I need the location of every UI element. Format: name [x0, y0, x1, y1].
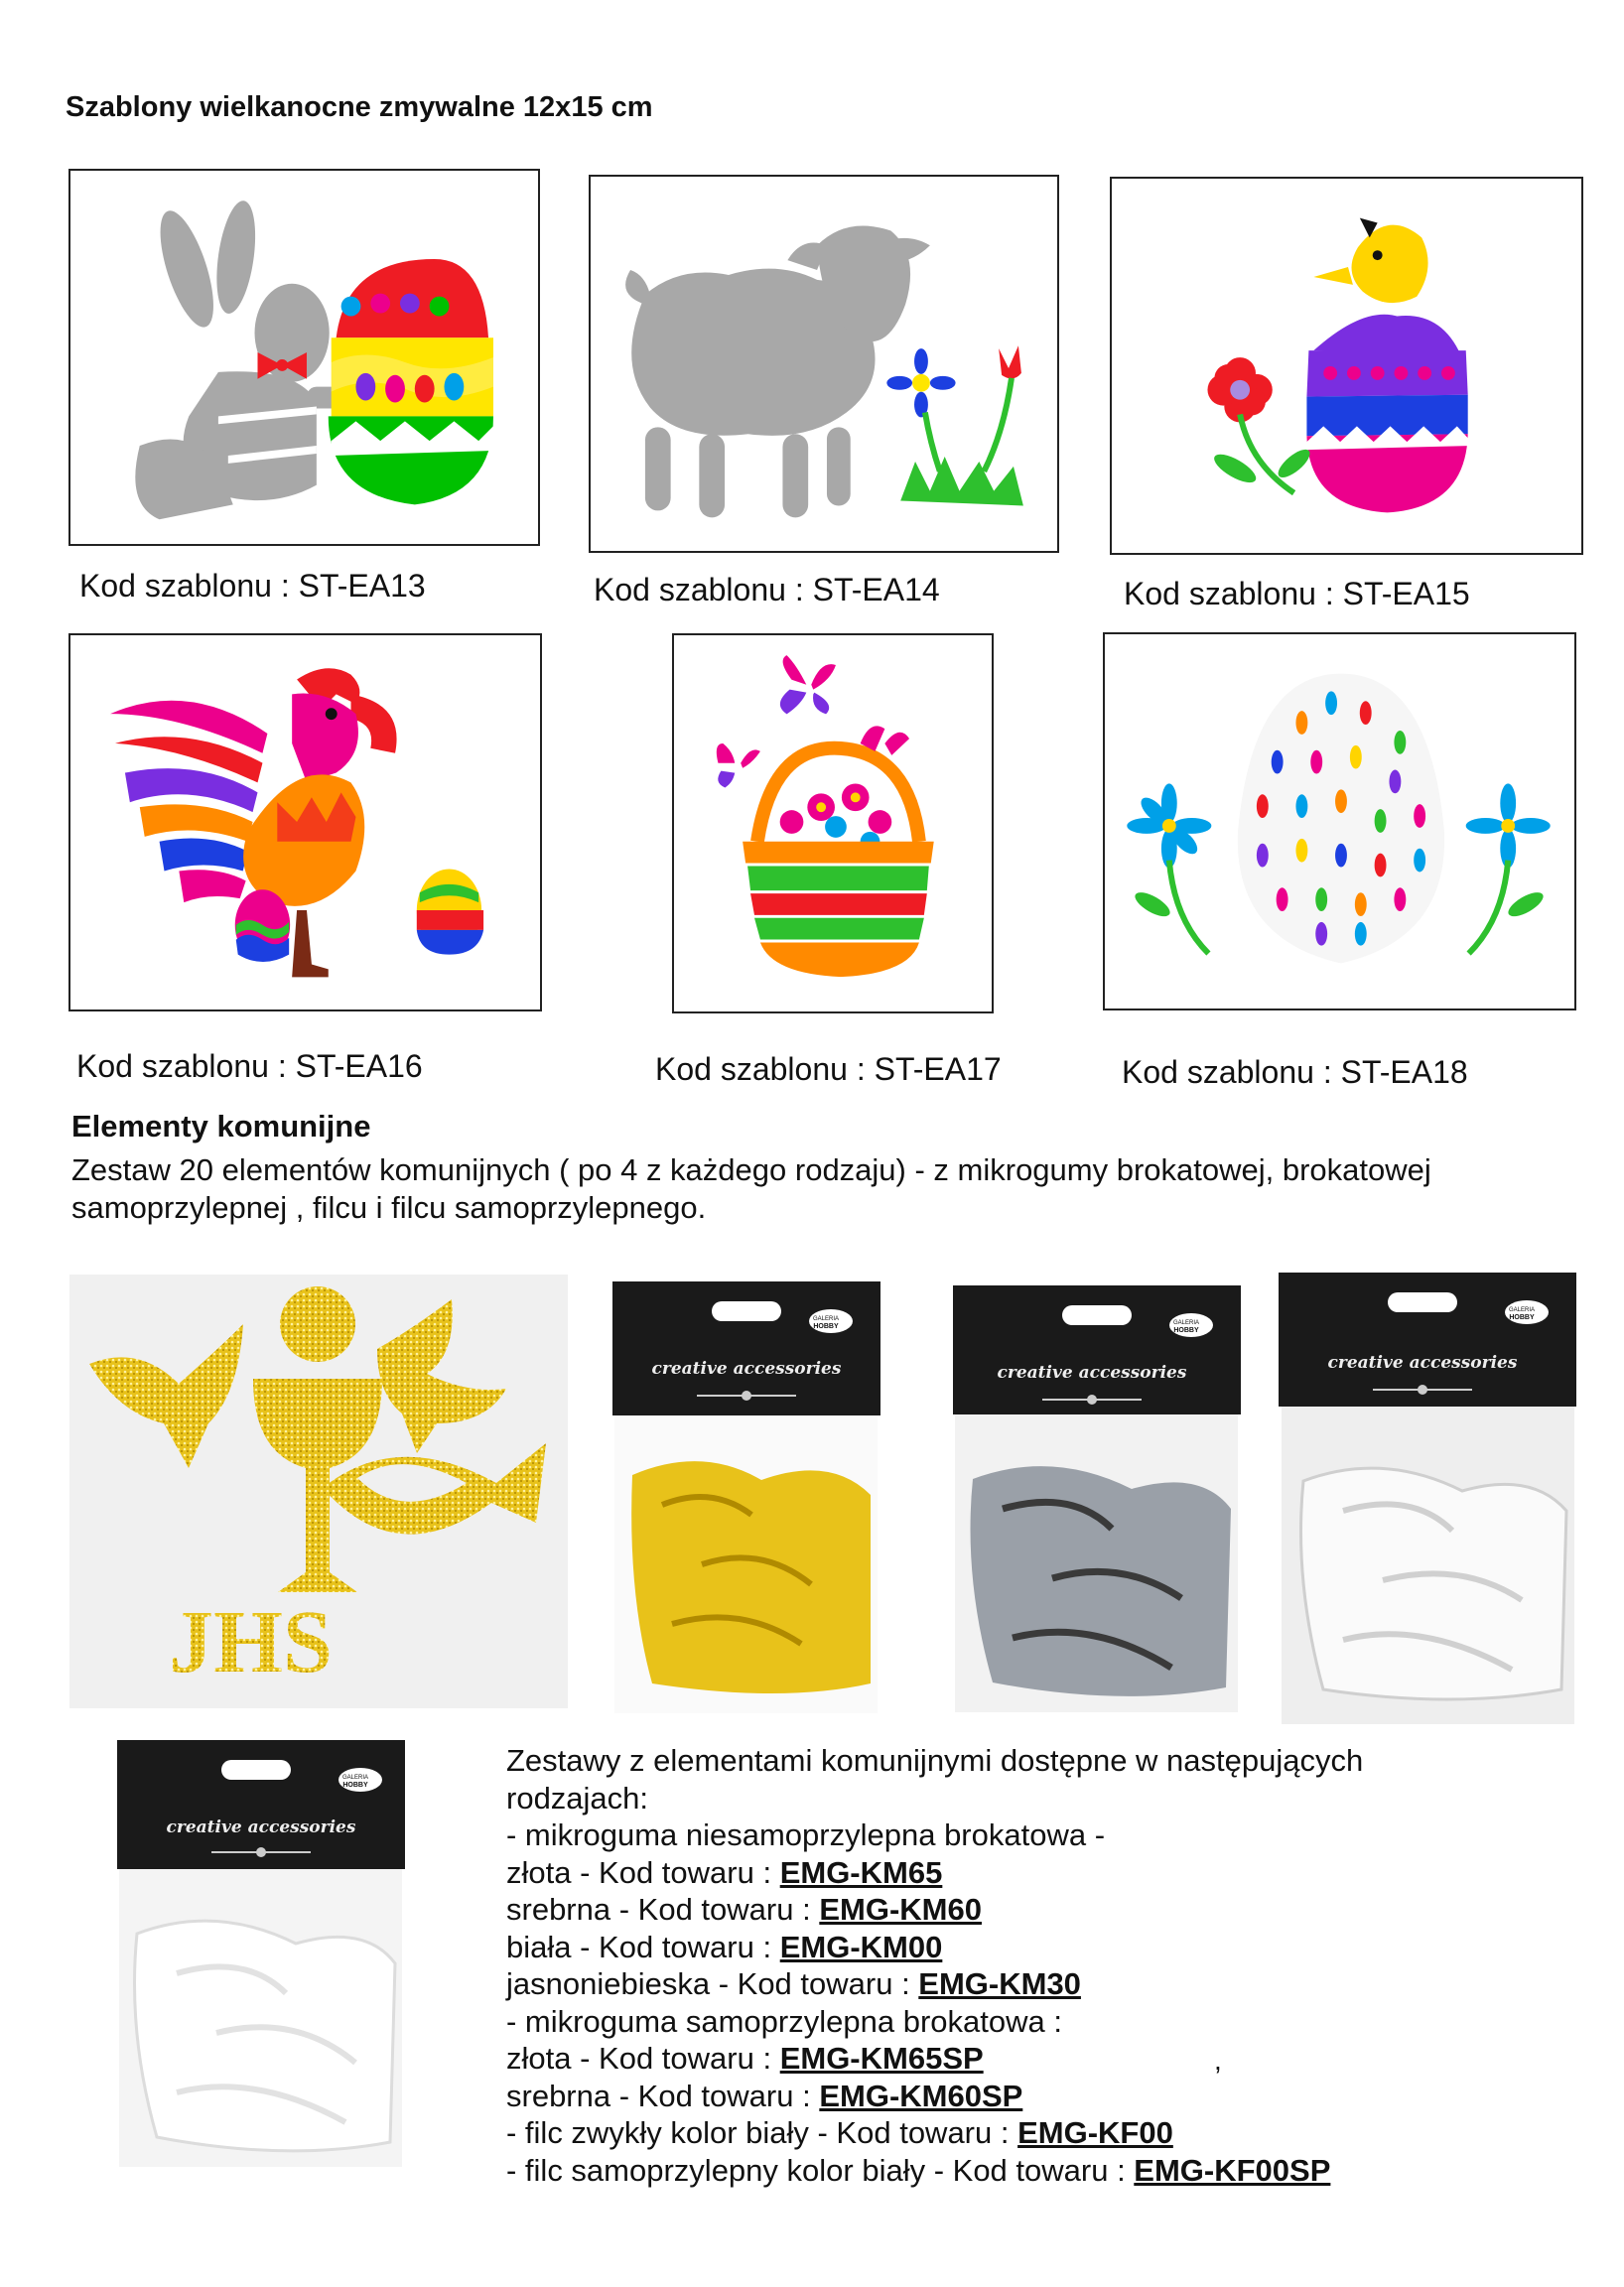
- page-title: Szablony wielkanocne zmywalne 12x15 cm: [66, 91, 653, 123]
- product-code: EMG-KF00: [1017, 2115, 1173, 2150]
- product-code: EMG-KM30: [918, 1966, 1081, 2001]
- product-code: EMG-KM60: [819, 1892, 982, 1927]
- availability-list: [506, 1742, 1578, 2189]
- availability-line: srebrna - Kod towaru : EMG-KM60SP: [506, 2078, 1023, 2113]
- photo-package-felt-white: [107, 1735, 423, 2175]
- stencil-code-st-ea13: Kod szablonu : ST-EA13: [79, 568, 426, 604]
- availability-line: złota - Kod towaru : EMG-KM65SP: [506, 2041, 984, 2076]
- communion-description: Zestaw 20 elementów komunijnych ( po 4 z każdego rodzaju) - z mikrogumy brokatowej, brokatowej samoprzylepnej , filcu i filcu samoprzylepnego.: [71, 1152, 1431, 1225]
- package-label: creative accessories: [1327, 1353, 1518, 1373]
- availability-line: złota - Kod towaru : EMG-KM65: [506, 1854, 943, 1890]
- svg-text:HOBBY: HOBBY: [342, 1782, 368, 1789]
- availability-line: jasnoniebieska - Kod towaru : EMG-KM30: [506, 1966, 1081, 2001]
- photo-package-white: [1274, 1253, 1601, 1731]
- stencil-image-st-ea14: [589, 175, 1059, 553]
- svg-text:GALERIA: GALERIA: [341, 1775, 369, 1781]
- availability-line: - filc zwykły kolor biały - Kod towaru : EMG-KF00: [506, 2115, 1173, 2150]
- package-label: creative accessories: [997, 1363, 1187, 1383]
- product-code: EMG-KF00SP: [1134, 2152, 1331, 2188]
- availability-line: rodzajach:: [506, 1780, 649, 1816]
- stencil-code-st-ea14: Kod szablonu : ST-EA14: [594, 572, 940, 607]
- package-label: creative accessories: [651, 1359, 842, 1379]
- product-code: EMG-KM00: [779, 1929, 943, 1964]
- svg-text:HOBBY: HOBBY: [813, 1323, 839, 1330]
- availability-line: - mikroguma niesamoprzylepna brokatowa -: [506, 1817, 1106, 1852]
- stray-comma: ,: [1214, 2045, 1222, 2076]
- svg-text:GALERIA: GALERIA: [812, 1316, 840, 1322]
- photo-package-gold: [583, 1267, 906, 1723]
- product-code: EMG-KM65: [779, 1854, 943, 1890]
- svg-text:HOBBY: HOBBY: [1509, 1314, 1535, 1321]
- svg-text:GALERIA: GALERIA: [1172, 1320, 1200, 1326]
- availability-line: biała - Kod towaru : EMG-KM00: [506, 1929, 943, 1964]
- stencil-code-st-ea17: Kod szablonu : ST-EA17: [655, 1051, 1002, 1087]
- stencil-image-st-ea15: [1110, 177, 1583, 555]
- stencil-code-st-ea18: Kod szablonu : ST-EA18: [1122, 1054, 1468, 1090]
- jhs-glitter-text: JHS: [169, 1593, 334, 1691]
- availability-line: Zestawy z elementami komunijnymi dostępne w następujących: [506, 1743, 1364, 1778]
- stencil-image-st-ea13: [68, 169, 540, 546]
- svg-text:HOBBY: HOBBY: [1173, 1327, 1199, 1334]
- product-code: EMG-KM60SP: [819, 2078, 1023, 2113]
- communion-heading: Elementy komunijne: [71, 1109, 371, 1144]
- availability-line: srebrna - Kod towaru : EMG-KM60: [506, 1892, 982, 1927]
- stencil-image-st-ea16: [68, 633, 542, 1011]
- photo-gold-communion-elements: [69, 1275, 568, 1708]
- stencil-code-st-ea16: Kod szablonu : ST-EA16: [76, 1048, 423, 1084]
- availability-line: - filc samoprzylepny kolor biały - Kod towaru : EMG-KF00SP: [506, 2152, 1331, 2188]
- package-label: creative accessories: [166, 1817, 356, 1837]
- availability-line: - mikroguma samoprzylepna brokatowa :: [506, 2003, 1062, 2039]
- photo-package-silver: [943, 1280, 1251, 1722]
- stencil-code-st-ea15: Kod szablonu : ST-EA15: [1124, 576, 1470, 611]
- svg-text:GALERIA: GALERIA: [1508, 1307, 1536, 1313]
- product-code: EMG-KM65SP: [779, 2041, 984, 2076]
- stencil-image-st-ea18: [1103, 632, 1576, 1010]
- stencil-image-st-ea17: [672, 633, 994, 1013]
